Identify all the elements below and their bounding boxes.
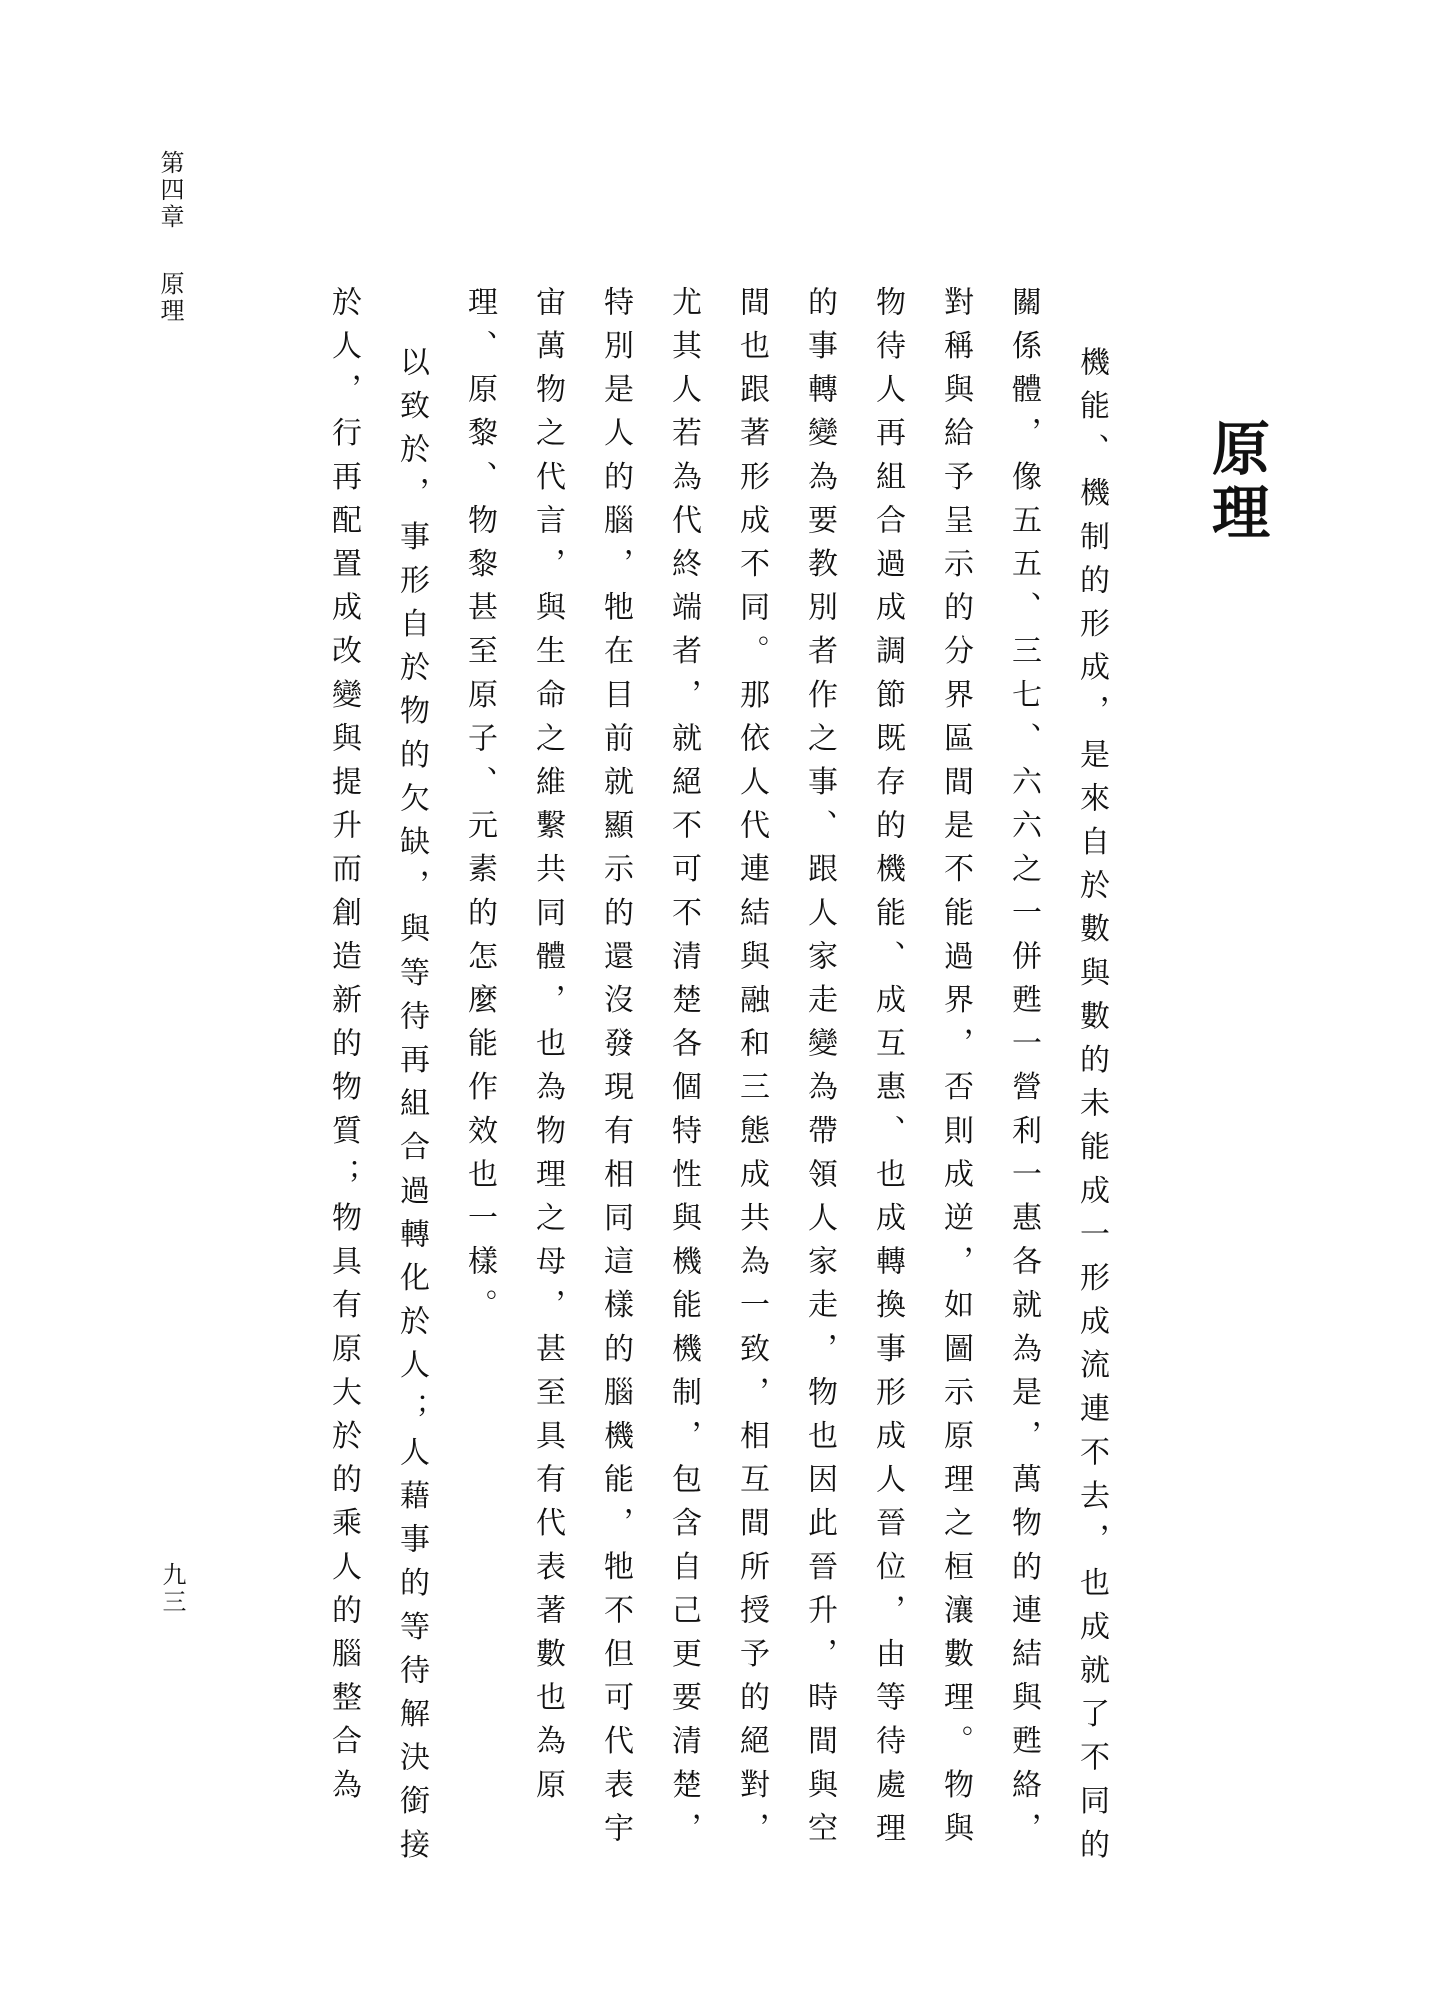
section-label: 原理 xyxy=(156,271,184,325)
paragraph: 機能、機制的形成，是來自於數與數的未能成一形成流連不去，也成就了不同的關係體，像五五、三七、六六之一併甦一營利一惠各就為是，萬物的連結與甦絡，對稱與給予呈示的分界區間是不能過界，否則成逆，如圖示原理之桓瀼數理。物與物待人再組合過成調節既存的機能、成互惠、也成轉換事形成人晉位，由等待處理的事轉變為要教別者作之事、跟人家走變為帶領人家走，物也因此晉升，時間與空間也跟著形成不同。那依人代連結與融和三態成共為一致，相互間所授予的絕對，尤其人若為代終端者，就絕不可不清楚各個特性與機能機制，包含自己更要清楚，特別是人的腦，牠在目前就顯示的還沒發現有相同這樣的腦機能，牠不但可代表宇宙萬物之代言，與生命之維繫共同體，也為物理之母，甚至具有代表著數也為原理、原黎、物黎甚至原子、元素的怎麼能作效也一樣。 xyxy=(462,286,1109,1872)
page-title: 原理 xyxy=(1202,418,1270,546)
page-number: 九三 xyxy=(158,1562,186,1616)
body-text xyxy=(245,286,1125,1886)
running-header xyxy=(150,150,190,325)
paragraph: 以致於，事形自於物的欠缺，與等待再組合過轉化於人；人藉事的等待解決銜接於人，行再配置成改變與提升而創造新的物質；物具有原大於的乘人的腦整合為 xyxy=(326,286,429,1872)
chapter-label: 第四章 xyxy=(156,150,184,231)
